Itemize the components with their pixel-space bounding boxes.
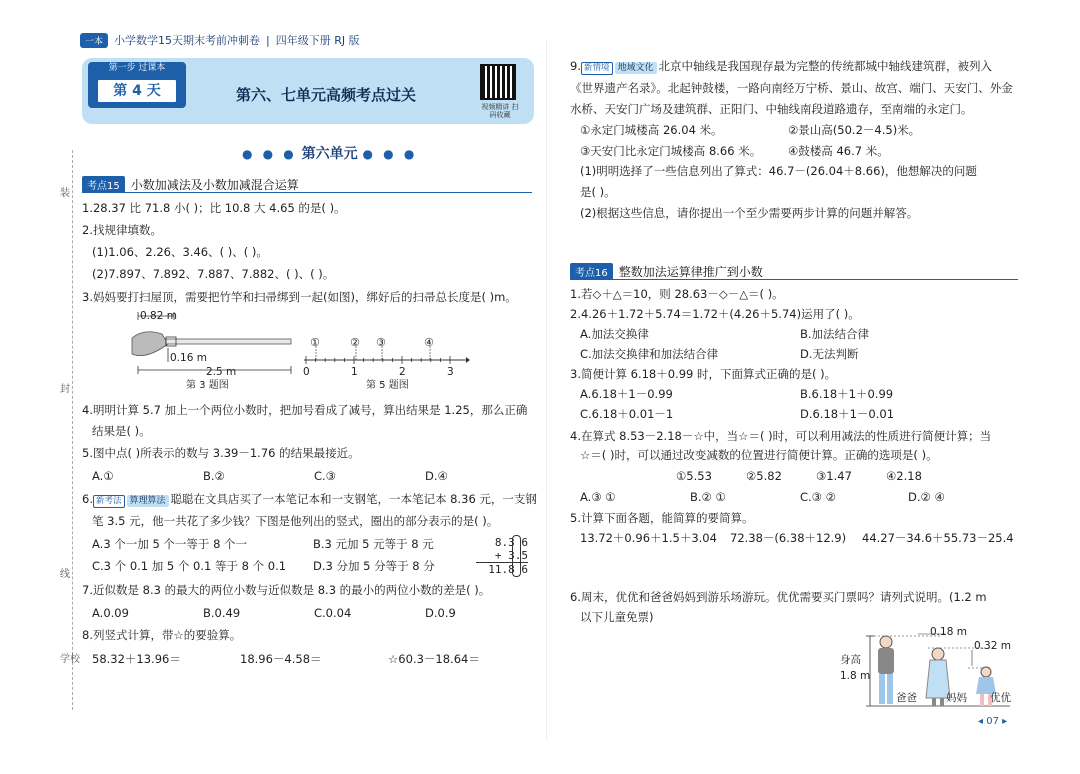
qr-code-icon[interactable] xyxy=(480,64,516,100)
kp16-q2-option-d[interactable]: D.无法判断 xyxy=(800,347,859,361)
keypoint-15-header xyxy=(82,176,532,193)
question-6-option-d[interactable]: D.3 分加 5 分等于 8 分 xyxy=(313,559,435,573)
question-5-option-d[interactable]: D.④ xyxy=(425,469,448,483)
broom-head-icon xyxy=(132,332,168,356)
vertical-calc-line-3: 11.8 6 xyxy=(488,563,528,576)
kp16-q5-item-2: 72.38－(6.38＋12.9) xyxy=(730,531,847,545)
unit-dots-right: ● ● ● xyxy=(362,147,418,161)
qr-caption: 视频精讲 扫码收藏 xyxy=(481,103,519,119)
header-separator: | xyxy=(266,33,270,47)
question-4-line-2: 结果是( )。 xyxy=(92,424,151,438)
side-label-xian: 线 xyxy=(60,569,70,580)
unit-dots-left: ● ● ● xyxy=(242,147,297,161)
book-logo: 一本 xyxy=(80,33,108,48)
question-2: 2.找规律填数。 xyxy=(82,223,162,237)
kp16-question-4-line-2: ☆＝( )时，可以通过改变减数的位置进行简便计算。正确的选项是( )。 xyxy=(580,448,938,462)
question-7-option-a[interactable]: A.0.09 xyxy=(92,606,129,620)
page-number-value: 07 xyxy=(986,716,999,727)
question-9-tag-category: 地域文化 xyxy=(615,62,657,74)
kp16-q3-option-d[interactable]: D.6.18＋1－0.01 xyxy=(800,407,895,421)
question-6-option-b[interactable]: B.3 元加 5 元等于 8 元 xyxy=(313,537,434,551)
book-grade: 四年级下册 RJ 版 xyxy=(275,34,360,47)
question-7-option-d[interactable]: D.0.9 xyxy=(425,606,456,620)
question-9-info-2: ②景山高(50.2－4.5)米。 xyxy=(788,123,921,137)
question-5-option-c[interactable]: C.③ xyxy=(314,469,336,483)
figure-3-label-top: 0.82 m xyxy=(140,310,177,322)
figure-3-label-bottom: 2.5 m xyxy=(206,366,237,378)
kp16-question-5: 5.计算下面各题，能简算的要简算。 xyxy=(570,511,754,525)
question-5-option-b[interactable]: B.② xyxy=(203,469,225,483)
circled-digits-marker xyxy=(512,535,521,577)
kp16-q2-option-b[interactable]: B.加法结合律 xyxy=(800,327,870,341)
question-9-line-1 xyxy=(570,58,992,75)
banner-title: 第六、七单元高频考点过关 xyxy=(236,86,417,104)
question-5: 5.图中点( )所表示的数与 3.39－1.76 的结果最接近。 xyxy=(82,446,360,460)
question-9-number: 9. xyxy=(570,59,581,73)
figure-3-caption: 第 3 题图 xyxy=(186,380,229,391)
vertical-calc-line-2: + 3.5 xyxy=(476,549,528,563)
figure-5-tick-3: 3 xyxy=(447,366,454,378)
question-6-line-1: 6. 新考法 算理算法 聪聪在文具店买了一本笔记本和一支钢笔，一本笔记本 8.36 元，一支钢 xyxy=(82,492,537,506)
kp16-q3-option-a[interactable]: A.6.18＋1－0.99 xyxy=(580,387,673,401)
kp16-question-6-line-2: 以下儿童免票) xyxy=(580,610,654,624)
side-label-feng: 封 xyxy=(60,384,70,395)
kp16-question-2: 2.4.26＋1.72＋5.74＝1.72＋(4.26＋5.74)运用了( )。 xyxy=(570,307,860,321)
family-name-mother: 妈妈 xyxy=(946,692,967,704)
family-name-child: 优优 xyxy=(990,692,1011,704)
figure-3-label-mid: 0.16 m xyxy=(170,352,207,364)
kp16-q2-option-c[interactable]: C.加法交换律和加法结合律 xyxy=(580,347,719,361)
page-divider xyxy=(546,40,547,740)
bamboo-pole xyxy=(166,339,291,344)
keypoint-15-tag: 考点15 xyxy=(82,176,125,193)
figure-5-mark-4: ④ xyxy=(424,336,434,349)
unit-title xyxy=(242,143,417,163)
question-9-line-3: 水桥、天安门广场及建筑群、正阳门、中轴线南段道路遗存，至南端的永定门。 xyxy=(570,102,973,116)
question-8: 8.列竖式计算，带☆的要验算。 xyxy=(82,628,242,642)
kp16-question-3: 3.简便计算 6.18＋0.99 时，下面算式正确的是( )。 xyxy=(570,367,837,381)
question-9-part-1-answer: 是( )。 xyxy=(580,185,616,199)
family-height-label: 身高 xyxy=(840,654,861,666)
kp16-q4-value-2: ②5.82 xyxy=(746,469,782,483)
question-7-option-c[interactable]: C.0.04 xyxy=(314,606,352,620)
kp16-q4-value-3: ③1.47 xyxy=(816,469,852,483)
family-diff-1: 0.18 m xyxy=(930,626,967,638)
question-9-text: 北京中轴线是我国现存最为完整的传统都城中轴线建筑群，被列入 xyxy=(658,59,993,73)
figure-5-tick-2: 2 xyxy=(399,366,406,378)
question-6-line-2: 笔 3.5 元，他一共花了多少钱？下图是他列出的竖式，圈出的部分表示的是( )。 xyxy=(92,514,499,528)
family-name-father: 爸爸 xyxy=(896,692,917,704)
kp16-q5-item-1: 13.72＋0.96＋1.5＋3.04 xyxy=(580,531,717,545)
kp16-q4-option-c[interactable]: C.③ ② xyxy=(800,490,836,504)
question-6-option-a[interactable]: A.3 个一加 5 个一等于 8 个一 xyxy=(92,537,248,551)
question-4-line-1: 4.明明计算 5.7 加上一个两位小数时，把加号看成了减号，算出结果是 1.25，那么正确 xyxy=(82,403,528,417)
kp16-q5-item-3: 44.27－34.6＋55.73－25.4 xyxy=(862,531,1014,545)
keypoint-15-title: 小数加减法及小数加减混合运算 xyxy=(130,177,299,192)
question-9-info-1: ①永定门城楼高 26.04 米。 xyxy=(580,123,723,137)
keypoint-16-header xyxy=(570,263,1018,280)
question-2-part-2: (2)7.897、7.892、7.887、7.882、( )、( )。 xyxy=(92,267,335,281)
keypoint-16-title: 整数加法运算律推广到小数 xyxy=(618,264,763,279)
question-8-item-3: ☆60.3－18.64＝ xyxy=(388,652,480,666)
question-2-part-1: (1)1.06、2.26、3.46、( )、( )。 xyxy=(92,245,268,259)
side-label-zhuang: 装 xyxy=(60,188,70,199)
book-header xyxy=(80,30,360,50)
question-9-tag-new: 新情境 xyxy=(581,62,613,75)
day-label: 第 4 天 xyxy=(96,78,178,104)
question-9-line-2: 《世界遗产名录》。北起钟鼓楼，一路向南经万宁桥、景山、故宫、端门、天安门、外金 xyxy=(570,81,1013,95)
keypoint-16-tag: 考点16 xyxy=(570,263,613,280)
question-5-option-a[interactable]: A.① xyxy=(92,469,114,483)
page-number: ◂ 07 ▸ xyxy=(978,716,1008,727)
unit-title-text: 第六单元 xyxy=(301,146,358,162)
figure-5-mark-3: ③ xyxy=(376,336,386,349)
question-9-info-3: ③天安门比永定门城楼高 8.66 米。 xyxy=(580,144,762,158)
kp16-question-4-line-1: 4.在算式 8.53－2.18－☆中，当☆＝( )时，可以利用减法的性质进行简便计算；当 xyxy=(570,429,992,443)
step-label: 第一步 过课本 xyxy=(108,63,166,73)
father-figure-icon xyxy=(878,636,894,704)
question-7-option-b[interactable]: B.0.49 xyxy=(203,606,241,620)
question-9-part-1: (1)明明选择了一些信息列出了算式：46.7－(26.04＋8.66)，他想解决的问题 xyxy=(580,164,977,178)
kp16-q4-option-b[interactable]: B.② ① xyxy=(690,490,726,504)
binding-line xyxy=(72,150,73,710)
kp16-question-6-line-1: 6.周末，优优和爸爸妈妈到游乐场游玩。优优需要买门票吗？请列式说明。(1.2 m xyxy=(570,590,987,604)
family-diff-2: 0.32 m xyxy=(974,640,1011,652)
question-1: 1.28.37 比 71.8 小( )；比 10.8 大 4.65 的是( )。 xyxy=(82,201,346,215)
kp16-q4-value-4: ④2.18 xyxy=(886,469,922,483)
question-6-tag-new: 新考法 xyxy=(93,495,125,508)
question-8-item-1: 58.32＋13.96＝ xyxy=(92,652,181,666)
figure-5-tick-0: 0 xyxy=(303,366,310,378)
question-9-info-4: ④鼓楼高 46.7 米。 xyxy=(788,144,889,158)
question-8-item-2: 18.96－4.58＝ xyxy=(240,652,322,666)
question-9-part-2: (2)根据这些信息，请你提出一个至少需要两步计算的问题并解答。 xyxy=(580,206,919,220)
family-height-value: 1.8 m xyxy=(840,670,871,682)
question-6-tag-category: 算理算法 xyxy=(127,495,169,507)
book-title: 小学数学15天期末考前冲刺卷 xyxy=(114,34,261,47)
kp16-q3-option-c[interactable]: C.6.18＋0.01－1 xyxy=(580,407,674,421)
question-6-option-c[interactable]: C.3 个 0.1 加 5 个 0.1 等于 8 个 0.1 xyxy=(92,559,287,573)
figure-5-mark-1: ① xyxy=(310,336,320,349)
question-7: 7.近似数是 8.3 的最大的两位小数与近似数是 8.3 的最小的两位小数的差是( )。 xyxy=(82,583,491,597)
kp16-question-1: 1.若◇＋△＝10，则 28.63－◇－△＝( )。 xyxy=(570,287,784,301)
vertical-calc-line-1: 8.3 6 xyxy=(494,536,528,549)
kp16-q4-value-1: ①5.53 xyxy=(676,469,712,483)
figure-5-mark-2: ② xyxy=(350,336,360,349)
figure-5-caption: 第 5 题图 xyxy=(366,380,409,391)
question-3: 3.妈妈要打扫屋顶，需要把竹竿和扫帚绑到一起(如图)，绑好后的扫帚总长度是( )m。 xyxy=(82,290,517,304)
kp16-q3-option-b[interactable]: B.6.18＋1＋0.99 xyxy=(800,387,894,401)
figure-5-tick-1: 1 xyxy=(351,366,358,378)
question-6-text: 聪聪在文具店买了一本笔记本和一支钢笔，一本笔记本 8.36 元，一支钢 xyxy=(170,492,537,506)
kp16-q4-option-a[interactable]: A.③ ① xyxy=(580,490,616,504)
kp16-q4-option-d[interactable]: D.② ④ xyxy=(908,490,945,504)
kp16-q2-option-a[interactable]: A.加法交换律 xyxy=(580,327,649,341)
side-label-school: 学校 xyxy=(60,654,80,665)
